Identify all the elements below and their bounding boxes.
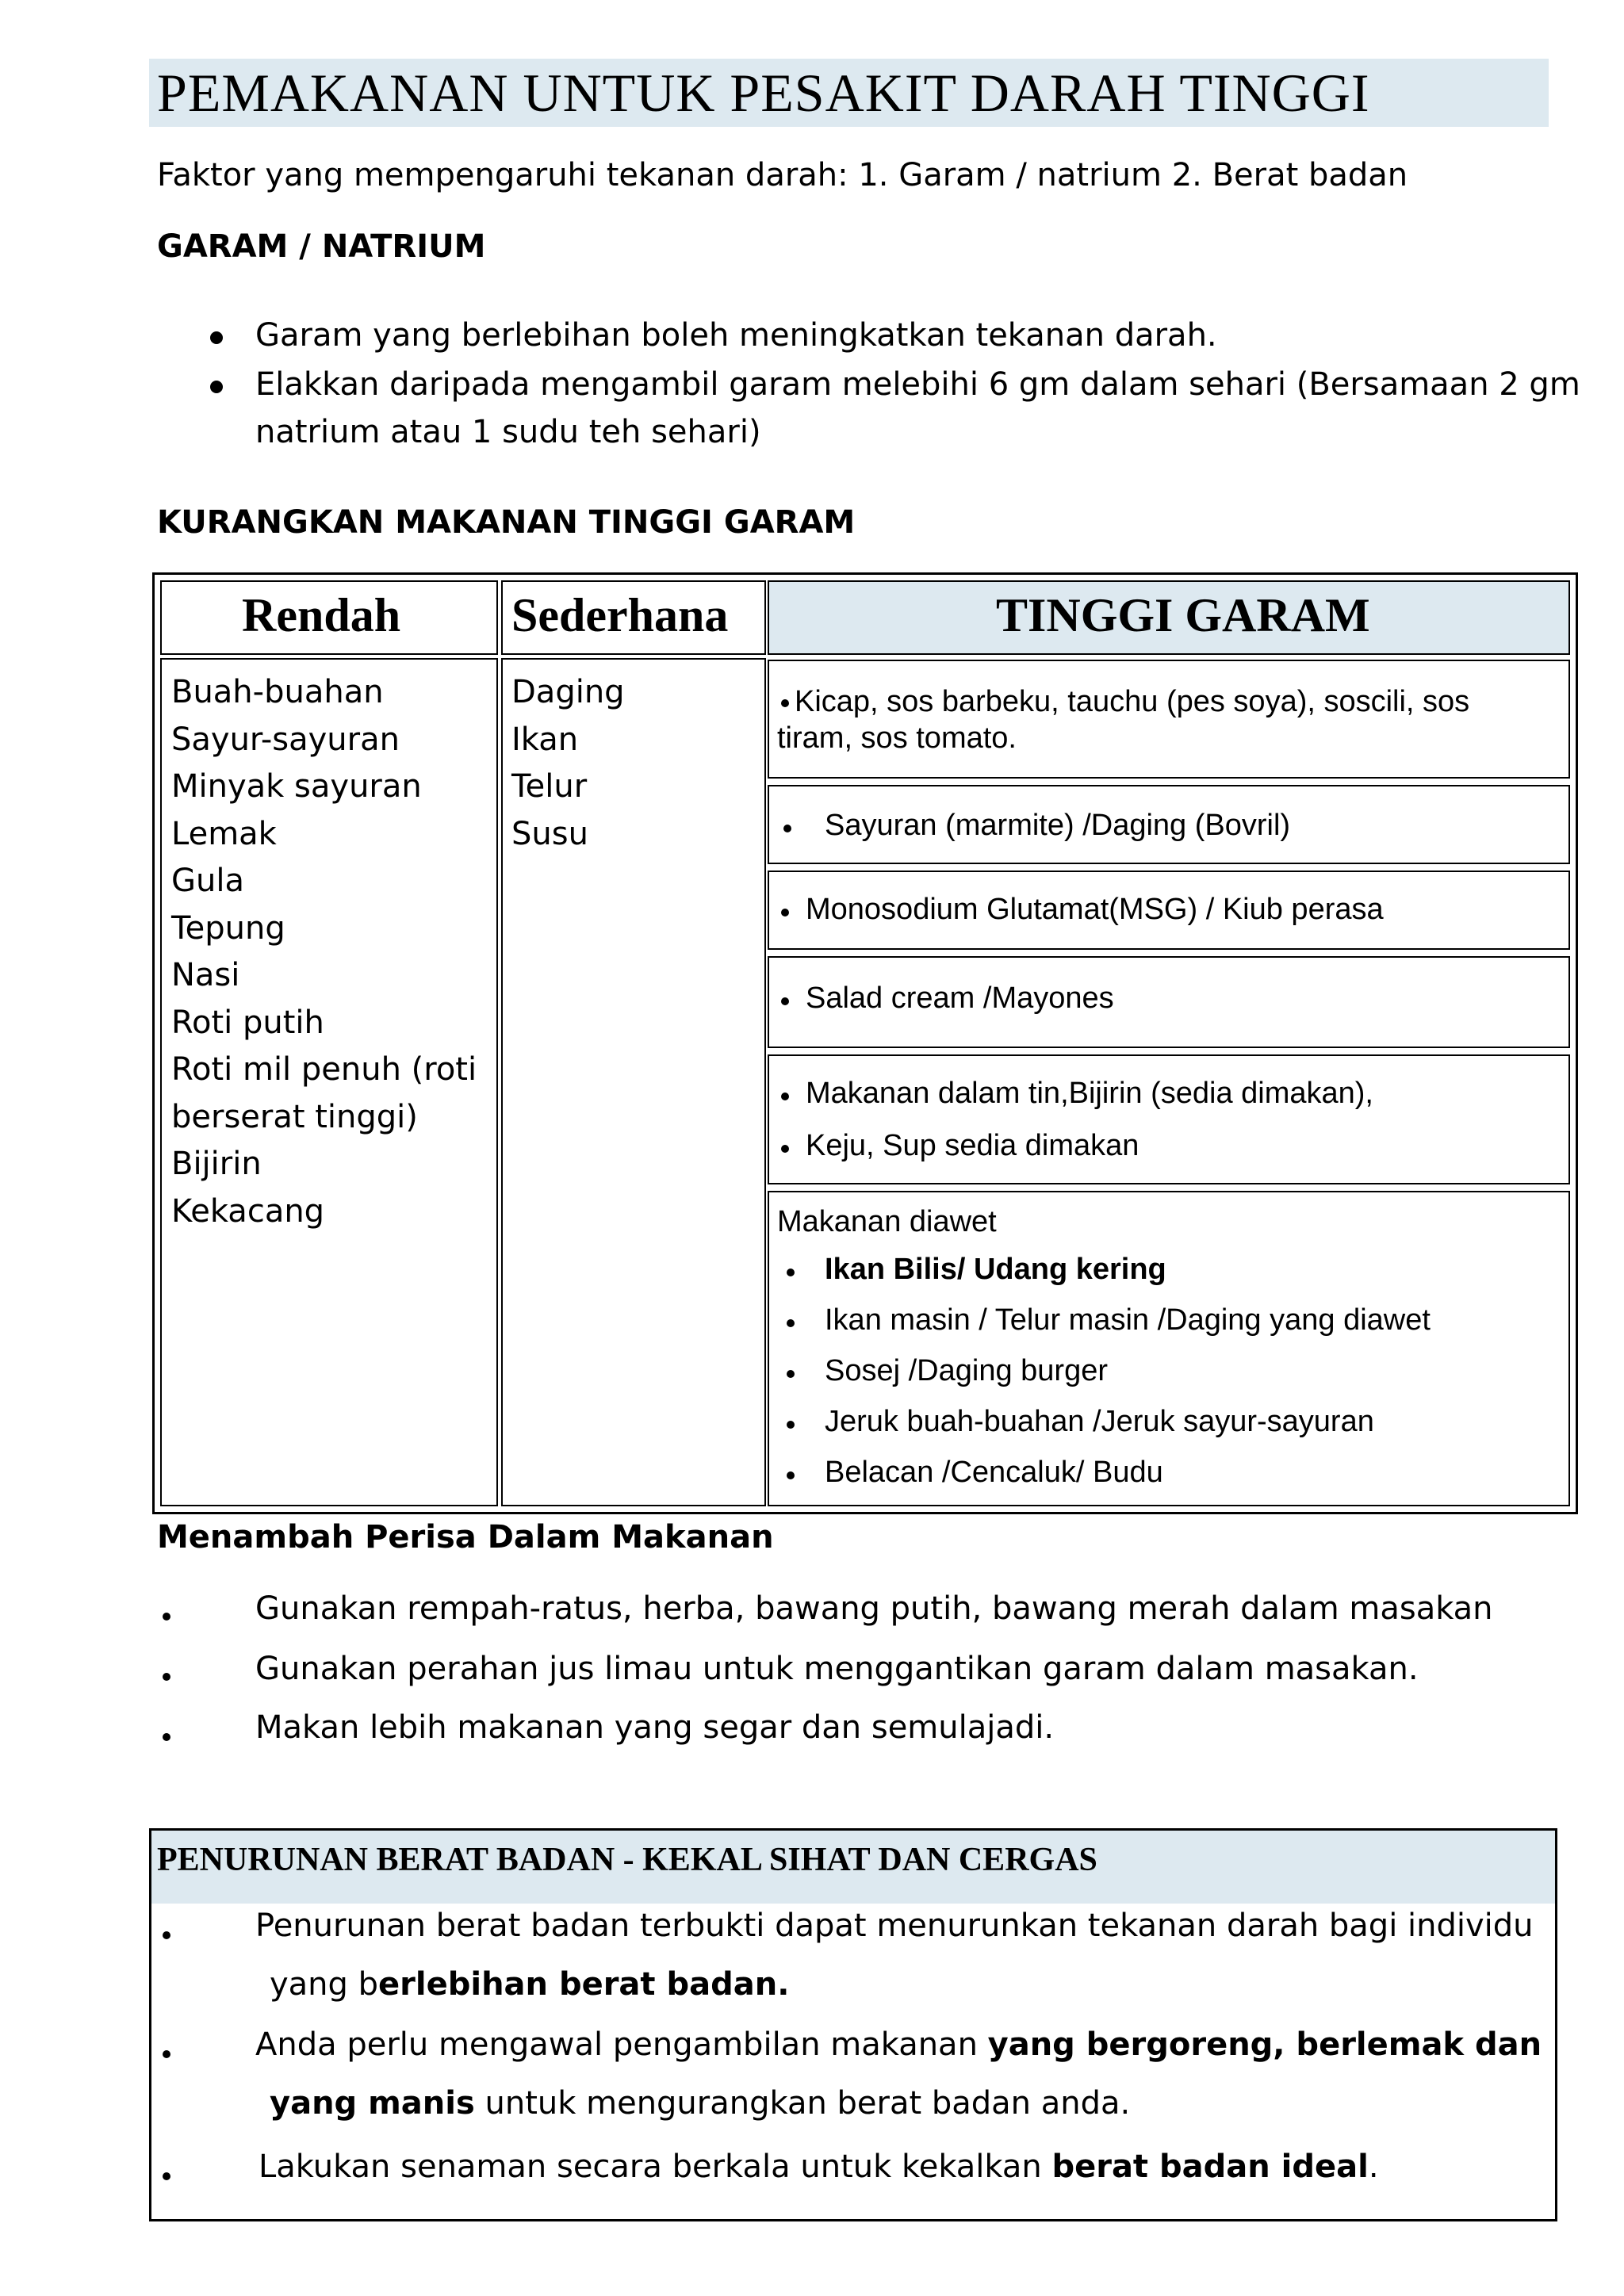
bullet-icon — [787, 1269, 795, 1276]
list-item: Telur — [511, 768, 588, 805]
text-segment: Lakukan senaman secara berkala untuk kekalkan — [259, 2149, 1052, 2185]
text-segment: Anda perlu mengawal pengambilan makanan — [255, 2026, 988, 2063]
tinggi-row-5 — [768, 1054, 1570, 1184]
tinggi-row-1 — [768, 660, 1570, 779]
list-item: Roti mil penuh (roti — [171, 1051, 477, 1088]
bullet-icon — [163, 1931, 170, 1939]
bullet-icon — [787, 1421, 795, 1429]
list-item: Gula — [171, 863, 244, 899]
berat-bullet-1-line1: Penurunan berat badan terbukti dapat menurunkan tekanan darah bagi individu — [255, 1908, 1534, 1944]
bullet-icon — [163, 2172, 170, 2180]
kurangkan-heading: KURANGKAN MAKANAN TINGGI GARAM — [157, 504, 856, 541]
bold-segment: yang manis — [270, 2085, 475, 2122]
list-item: Sayur-sayuran — [171, 721, 400, 758]
page-title: PEMAKANAN UNTUK PESAKIT DARAH TINGGI — [157, 63, 1370, 123]
text-segment: untuk mengurangkan berat badan anda. — [474, 2085, 1131, 2122]
list-item: Nasi — [171, 957, 240, 993]
garam-heading: GARAM / NATRIUM — [157, 228, 486, 265]
bullet-icon — [163, 1613, 170, 1621]
bullet-icon — [781, 997, 789, 1005]
garam-bullet-2-line1: Elakkan daripada mengambil garam melebihi 6 gm dalam sehari (Bersamaan 2 gm — [255, 366, 1580, 403]
tinggi-row-5-line2: Keju, Sup sedia dimakan — [806, 1129, 1139, 1162]
bullet-icon — [787, 1471, 795, 1479]
berat-bullet-2-line1 — [255, 2026, 1542, 2063]
perisa-item: Gunakan perahan jus limau untuk menggantikan garam dalam masakan. — [255, 1651, 1419, 1687]
rendah-list — [171, 669, 477, 1235]
tinggi-row-6-item: Jeruk buah-buahan /Jeruk sayur-sayuran — [825, 1405, 1374, 1438]
tinggi-row-6-item: Ikan Bilis/ Udang kering — [825, 1253, 1166, 1286]
bullet-icon — [787, 1370, 795, 1378]
bullet-icon — [163, 1673, 170, 1681]
list-item: Kekacang — [171, 1192, 325, 1230]
list-item: Tepung — [171, 909, 285, 947]
list-item: Lemak — [171, 815, 277, 852]
garam-bullet-1: Garam yang berlebihan boleh meningkatkan tekanan darah. — [255, 317, 1217, 354]
berat-bullet-1-line2 — [270, 1966, 789, 2003]
list-item: berserat tinggi) — [171, 1098, 418, 1135]
list-item: Roti putih — [171, 1004, 324, 1041]
tinggi-row-3-text: Monosodium Glutamat(MSG) / Kiub perasa — [806, 893, 1384, 926]
bullet-icon — [163, 2050, 170, 2058]
tinggi-row-6-item: Ikan masin / Telur masin /Daging yang diawet — [825, 1303, 1431, 1337]
bullet-icon — [210, 381, 223, 393]
bullet-icon — [781, 699, 789, 707]
bullet-icon — [781, 1093, 789, 1100]
bold-segment: erlebihan berat badan. — [378, 1966, 790, 2003]
bold-segment: yang bergoreng, berlemak dan — [987, 2026, 1542, 2063]
list-item: Bijirin — [171, 1146, 262, 1182]
bullet-icon — [781, 1145, 789, 1153]
bullet-icon — [787, 1319, 795, 1327]
perisa-item: Makan lebih makanan yang segar dan semulajadi. — [255, 1709, 1055, 1746]
list-item: Daging — [511, 674, 625, 710]
intro-text: Faktor yang mempengaruhi tekanan darah: 1. Garam / natrium 2. Berat badan — [157, 157, 1408, 193]
bullet-icon — [781, 909, 789, 916]
bullet-icon — [163, 1733, 170, 1741]
tinggi-row-4-text: Salad cream /Mayones — [806, 982, 1114, 1015]
berat-bullet-3 — [259, 2149, 1379, 2185]
tinggi-row-6-item: Sosej /Daging burger — [825, 1354, 1108, 1387]
header-sederhana: Sederhana — [511, 589, 729, 641]
sederhana-list — [511, 669, 625, 858]
bullet-icon — [210, 331, 223, 344]
bullet-icon — [783, 825, 791, 832]
tinggi-row-6-item: Belacan /Cencaluk/ Budu — [825, 1456, 1163, 1489]
list-item: Minyak sayuran — [171, 768, 422, 805]
bold-segment: berat badan ideal — [1051, 2149, 1369, 2185]
berat-badan-heading: PENURUNAN BERAT BADAN - KEKAL SIHAT DAN CERGAS — [157, 1842, 1097, 1878]
garam-bullet-2-line2: natrium atau 1 sudu teh sehari) — [255, 414, 761, 450]
text-segment: . — [1368, 2149, 1379, 2185]
tinggi-row-2-text: Sayuran (marmite) /Daging (Bovril) — [825, 809, 1291, 842]
list-item: Ikan — [511, 721, 579, 758]
tinggi-row-6-title: Makanan diawet — [777, 1205, 997, 1238]
tinggi-row-5-line1: Makanan dalam tin,Bijirin (sedia dimakan), — [806, 1077, 1373, 1110]
tinggi-row-1-line2: tiram, sos tomato. — [777, 721, 1017, 755]
perisa-heading: Menambah Perisa Dalam Makanan — [157, 1519, 774, 1556]
tinggi-row-1-line1: Kicap, sos barbeku, tauchu (pes soya), soscili, sos — [795, 685, 1470, 718]
list-item: Susu — [511, 815, 588, 852]
berat-bullet-2-line2 — [270, 2085, 1130, 2122]
text-segment: yang b — [270, 1966, 379, 2003]
header-tinggi-garam: TINGGI GARAM — [996, 589, 1370, 641]
header-rendah: Rendah — [242, 589, 401, 641]
perisa-item: Gunakan rempah-ratus, herba, bawang putih, bawang merah dalam masakan — [255, 1590, 1493, 1627]
list-item: Buah-buahan — [171, 674, 384, 710]
